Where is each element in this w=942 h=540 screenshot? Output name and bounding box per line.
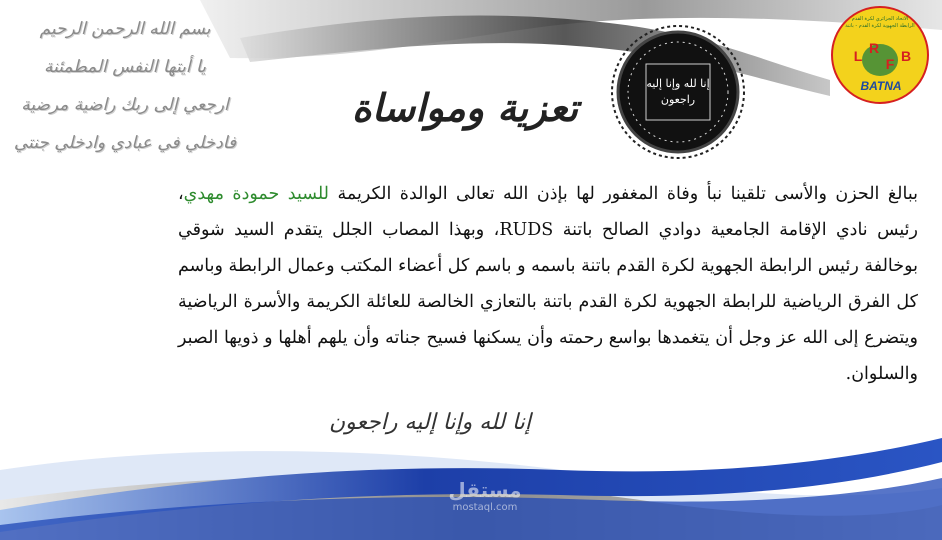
watermark-arabic: مستقل xyxy=(448,478,522,502)
closing-phrase: إنا لله وإنا إليه راجعون xyxy=(329,410,531,435)
logo-subtitle xyxy=(845,16,915,30)
highlighted-name: للسيد حمودة مهدي xyxy=(183,184,330,204)
watermark xyxy=(410,478,560,514)
logo-subtitle-line: الاتحاد الجزائري لكرة القدم xyxy=(851,16,909,22)
emblem-text xyxy=(608,22,748,162)
verse-line: يا أيتها النفس المطمئنة xyxy=(44,57,206,77)
logo-letter: B xyxy=(900,48,912,64)
emblem-line: راجعون xyxy=(660,93,696,106)
verse-line: بسم الله الرحمن الرحيم xyxy=(39,19,211,39)
message-part: ببالغ الحزن والأسى تلقينا نبأ وفاة المغفور لها بإذن الله تعالى الوالدة الكريمة xyxy=(329,184,918,204)
verse-line: فادخلي في عبادي وادخلي جنتي xyxy=(13,133,237,153)
logo-city: BATNA xyxy=(860,79,902,93)
logo-letter: R xyxy=(868,40,880,56)
quran-verse-calligraphy xyxy=(10,10,240,170)
logo-letter: L xyxy=(853,48,863,64)
condolence-emblem xyxy=(608,22,748,162)
message-part: ، رئيس نادي الإقامة الجامعية دوادي الصالح باتنة RUDS، وبهذا المصاب الجلل يتقدم السيد شوقي بوخالفة رئيس الرابطة الجهوية لكرة القدم باتنة باسمه و باسم كل أعضاء المكتب وعمال الرابطة وباسم كل الفرق الرياضية للرابطة الجهوية لكرة القدم باتنة بالتعازي الخالصة للعائلة الكريمة والأسرة الرياضية ويتضرع إلى الله عز وجل أن يتغمدها بواسع رحمته وأن يسكنها فسيح جناته وأن يلهم أهلها و ذويها الصبر والسلوان. xyxy=(178,184,919,384)
condolence-message xyxy=(178,176,918,392)
page-title: تعزية ومواساة xyxy=(351,85,579,130)
emblem-line: إنا لله وإنا إليه xyxy=(646,77,710,90)
logo-subtitle-line: الرابطة الجهوية لكرة القدم - باتنة xyxy=(845,23,915,29)
verse-line: ارجعي إلى ربك راضية مرضية xyxy=(21,95,229,115)
watermark-latin: mostaql.com xyxy=(452,502,518,513)
logo-letter: F xyxy=(885,56,895,72)
